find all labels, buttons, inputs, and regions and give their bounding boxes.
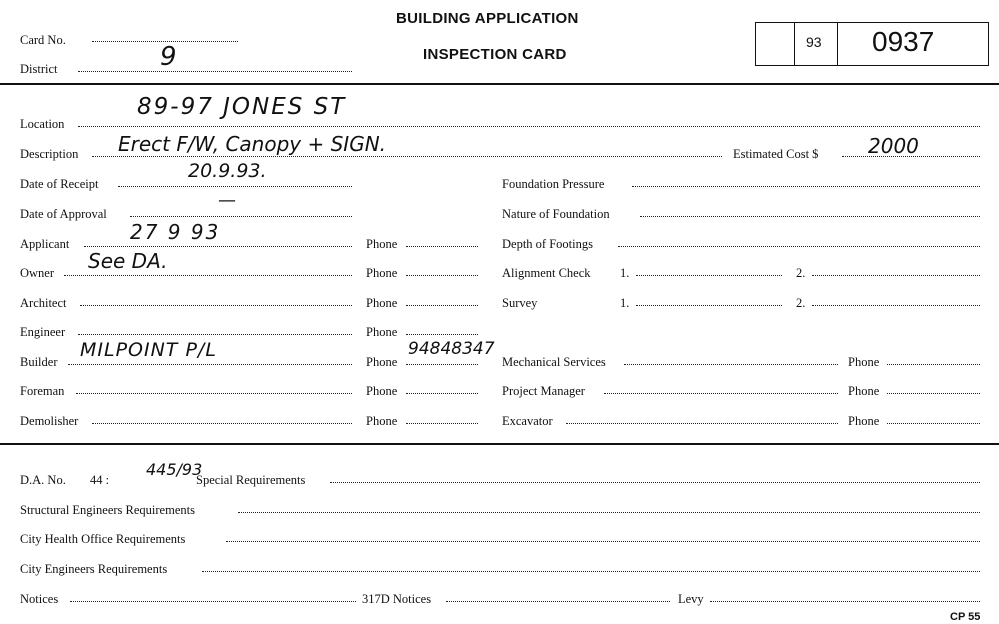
estimated-cost-value: 2000 [868,134,919,158]
district-field[interactable] [78,71,352,72]
levy-field[interactable] [710,601,980,602]
builder-phone-field[interactable] [406,364,478,365]
city-engineers-label: City Engineers Requirements [20,562,168,576]
depth-footings-field[interactable] [618,246,980,247]
alignment-item-1: 1. [620,266,630,280]
card-title-line1: BUILDING APPLICATION [396,10,579,27]
owner-label: Owner [20,266,55,280]
alignment-field-2[interactable] [812,275,980,276]
date-approval-label: Date of Approval [20,207,107,221]
date-receipt-label: Date of Receipt [20,177,99,191]
notices-field[interactable] [70,601,356,602]
foundation-pressure-field[interactable] [632,186,980,187]
project-manager-phone-field[interactable] [887,393,980,394]
builder-label: Builder [20,355,58,369]
applicant-label: Applicant [20,237,70,251]
demolisher-phone-label: Phone [366,414,398,428]
engineer-phone-field[interactable] [406,334,478,335]
alignment-item-2: 2. [796,266,806,280]
survey-item-2: 2. [796,296,806,310]
excavator-field[interactable] [566,423,838,424]
district-label: District [20,62,58,76]
builder-phone-value: 94848347 [408,339,495,359]
date-approval-field[interactable] [130,216,352,217]
nature-foundation-field[interactable] [640,216,980,217]
foreman-phone-field[interactable] [406,393,478,394]
builder-value: MILPOINT P/L [80,339,217,361]
date-receipt-value: 20.9.93. [188,160,267,182]
notices-317d-label: 317D Notices [362,592,432,606]
applicant-phone-field[interactable] [406,246,478,247]
district-value: 9 [160,42,177,72]
da-label: D.A. No. [20,473,66,487]
engineer-phone-label: Phone [366,325,398,339]
card-no-label: Card No. [20,33,66,47]
description-value: Erect F/W, Canopy + SIGN. [118,132,387,156]
description-field[interactable] [92,156,722,157]
survey-field-1[interactable] [636,305,782,306]
special-requirements-field[interactable] [330,482,980,483]
foreman-field[interactable] [76,393,352,394]
card-year: 93 [806,34,822,50]
mechanical-phone-field[interactable] [887,364,980,365]
header-rule [0,83,999,85]
nature-foundation-label: Nature of Foundation [502,207,610,221]
foreman-phone-label: Phone [366,384,398,398]
estimated-cost-label: Estimated Cost $ [733,147,819,161]
demolisher-field[interactable] [92,423,352,424]
alignment-field-1[interactable] [636,275,782,276]
owner-field[interactable] [64,275,352,276]
architect-phone-label: Phone [366,296,398,310]
project-manager-field[interactable] [604,393,838,394]
location-value: 89-97 JONES ST [137,94,347,120]
card-title-line2: INSPECTION CARD [423,46,567,63]
applicant-value: 27 9 93 [130,220,221,244]
card-number: 0937 [872,26,935,57]
notices-label: Notices [20,592,59,606]
owner-phone-field[interactable] [406,275,478,276]
date-receipt-field[interactable] [118,186,352,187]
special-requirements-label: Special Requirements [196,473,306,487]
notices-317d-field[interactable] [446,601,670,602]
health-field[interactable] [226,541,980,542]
demolisher-label: Demolisher [20,414,79,428]
levy-label: Levy [678,592,704,606]
city-engineers-field[interactable] [202,571,980,572]
description-label: Description [20,147,79,161]
engineer-field[interactable] [78,334,352,335]
builder-field[interactable] [68,364,352,365]
foreman-label: Foreman [20,384,65,398]
da-value: 445/93 [146,460,203,479]
location-label: Location [20,117,65,131]
mechanical-label: Mechanical Services [502,355,606,369]
structural-field[interactable] [238,512,980,513]
architect-field[interactable] [80,305,352,306]
survey-label: Survey [502,296,538,310]
architect-label: Architect [20,296,67,310]
mechanical-phone-label: Phone [848,355,880,369]
excavator-phone-field[interactable] [887,423,980,424]
middle-rule [0,443,999,445]
excavator-phone-label: Phone [848,414,880,428]
health-label: City Health Office Requirements [20,532,186,546]
alignment-check-label: Alignment Check [502,266,591,280]
structural-label: Structural Engineers Requirements [20,503,195,517]
applicant-field[interactable] [84,246,352,247]
mechanical-field[interactable] [624,364,838,365]
owner-phone-label: Phone [366,266,398,280]
project-manager-phone-label: Phone [848,384,880,398]
survey-item-1: 1. [620,296,630,310]
depth-footings-label: Depth of Footings [502,237,593,251]
form-code: CP 55 [950,611,981,623]
excavator-label: Excavator [502,414,553,428]
applicant-phone-label: Phone [366,237,398,251]
foundation-pressure-label: Foundation Pressure [502,177,605,191]
location-field[interactable] [78,126,980,127]
da-prefix: 44 : [90,473,110,487]
demolisher-phone-field[interactable] [406,423,478,424]
date-approval-value: — [218,190,236,211]
owner-value: See DA. [88,249,168,273]
project-manager-label: Project Manager [502,384,585,398]
engineer-label: Engineer [20,325,66,339]
survey-field-2[interactable] [812,305,980,306]
builder-phone-label: Phone [366,355,398,369]
architect-phone-field[interactable] [406,305,478,306]
